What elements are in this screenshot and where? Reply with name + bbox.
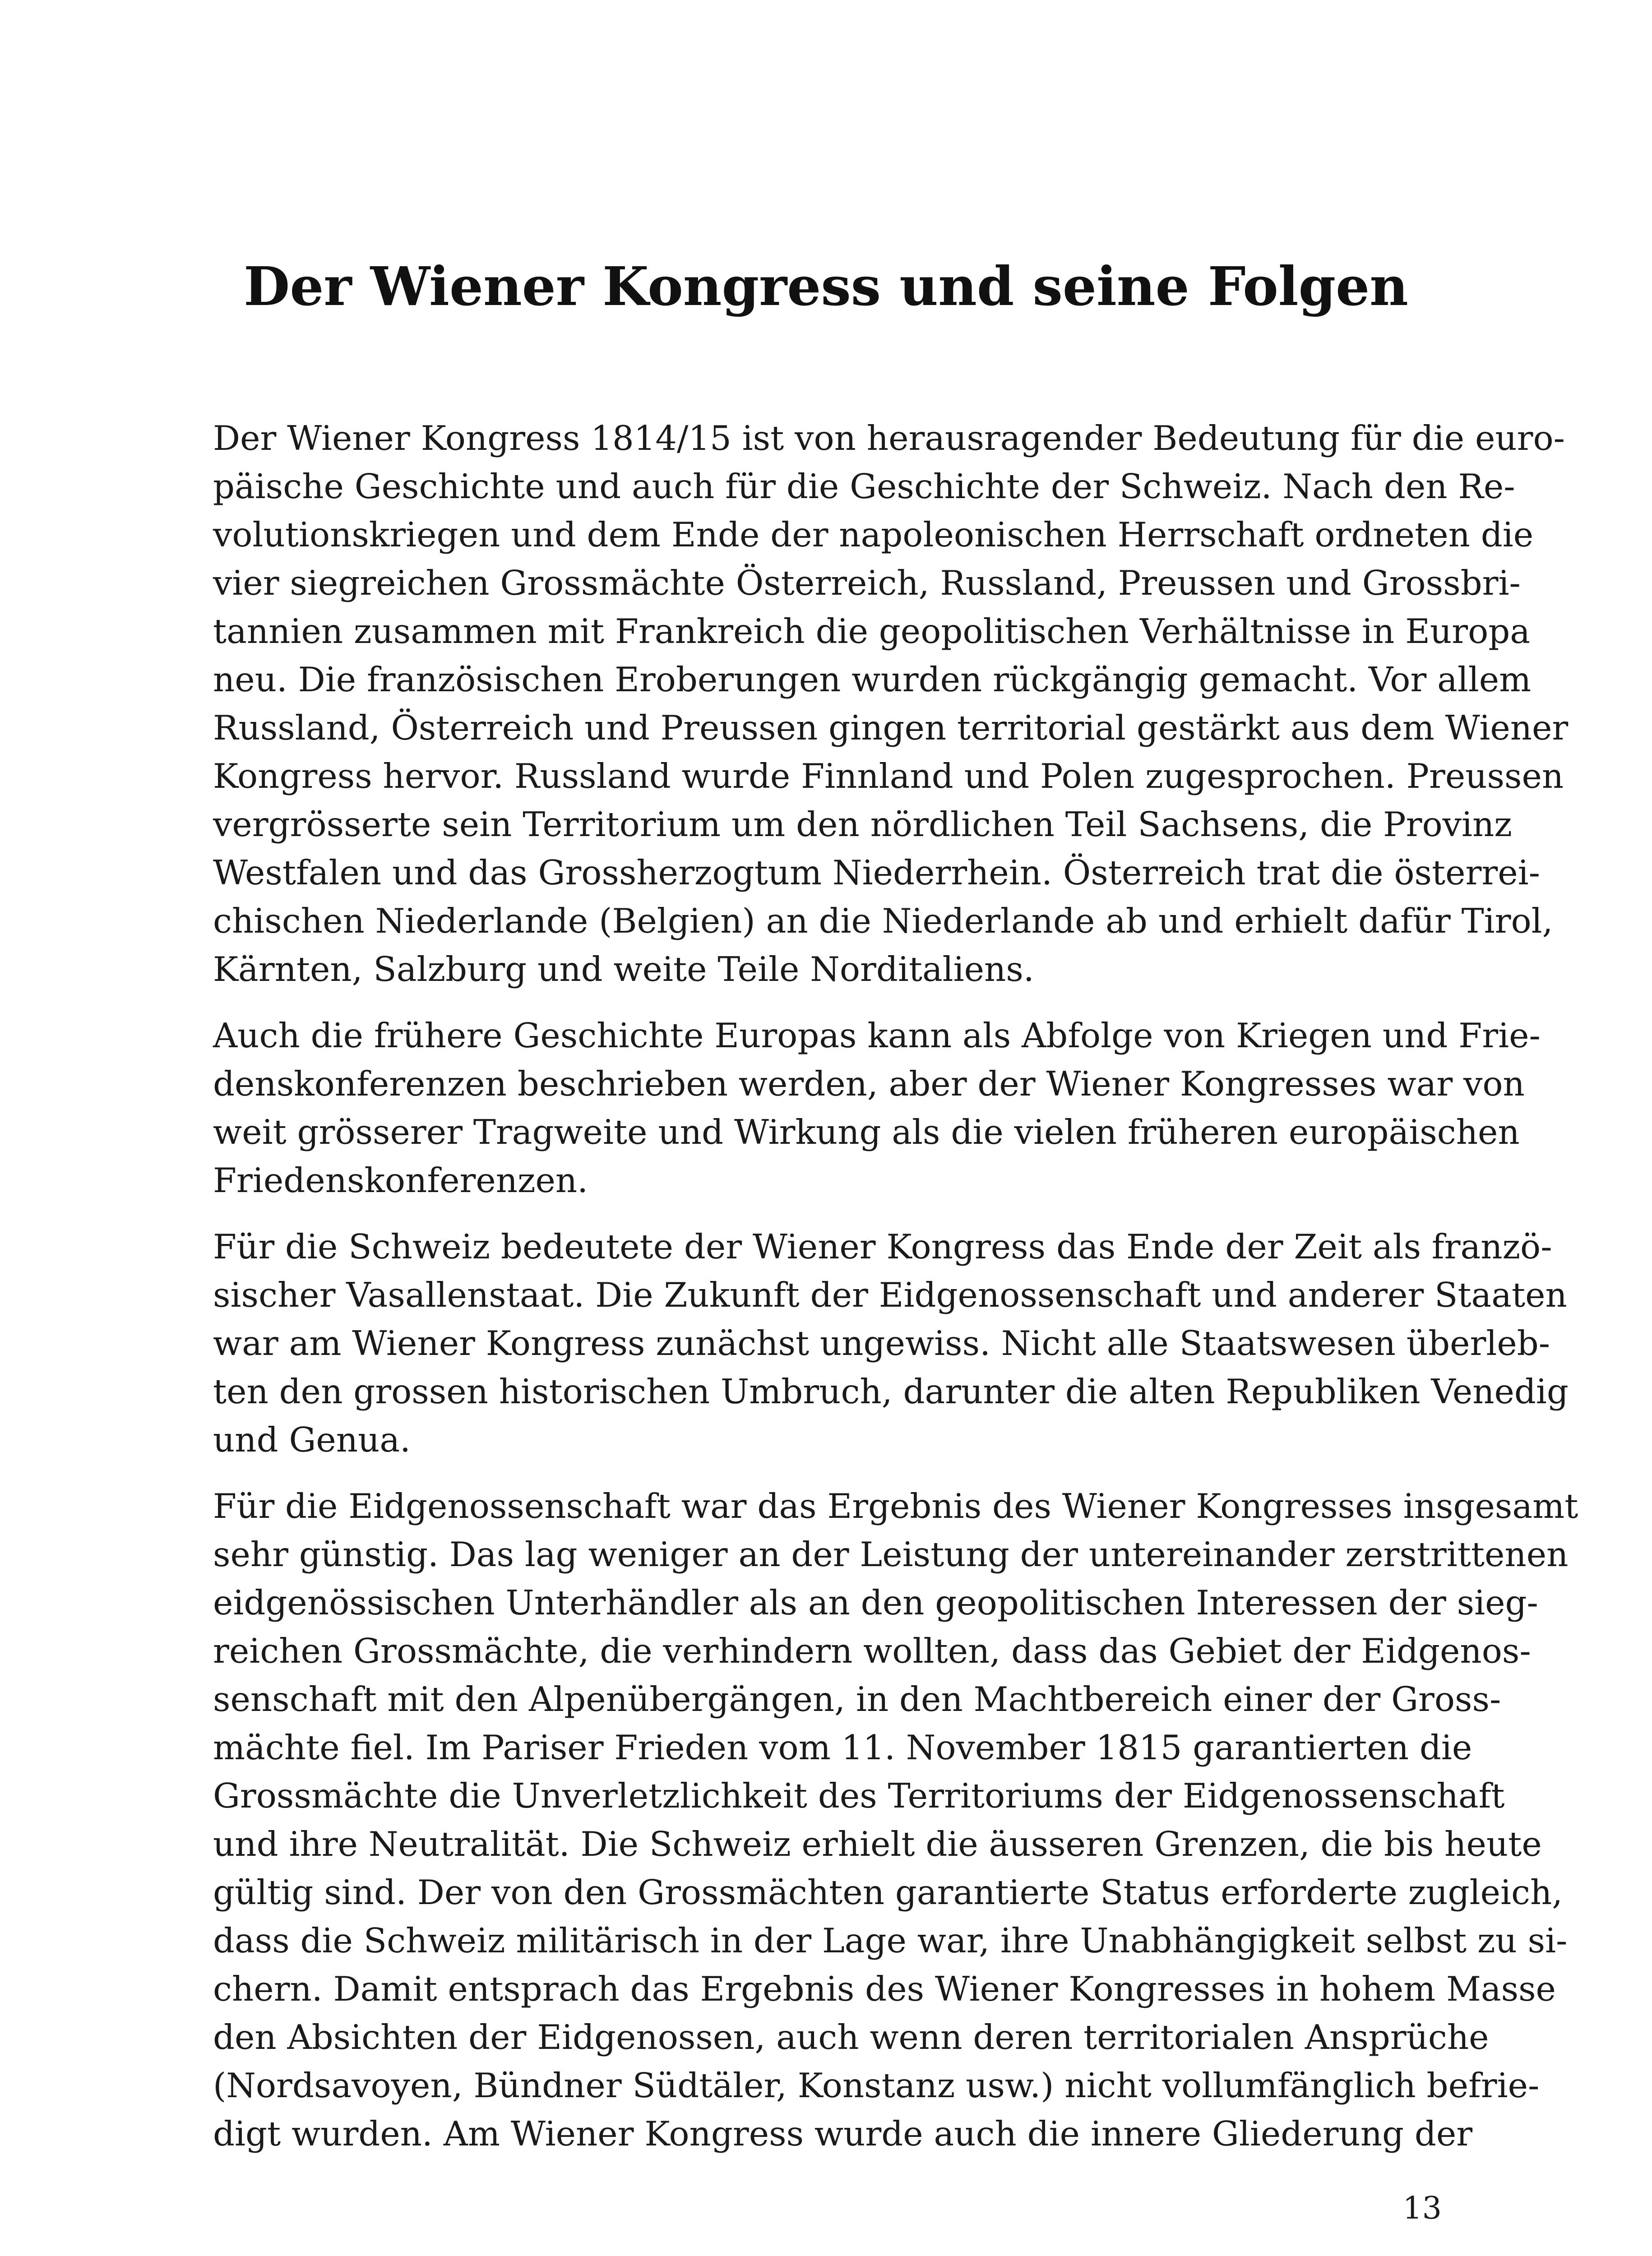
text-line: mächte fiel. Im Pariser Frieden vom 11. November 1815 garantierten die — [213, 1728, 1472, 1767]
text-line: senschaft mit den Alpenübergängen, in den Machtbereich einer der Gross- — [213, 1679, 1501, 1719]
text-line: Westfalen und das Grossherzogtum Niederrhein. Österreich trat die österrei- — [213, 853, 1540, 892]
text-line: und Genua. — [213, 1420, 411, 1460]
paragraph-4 — [213, 1482, 1578, 2158]
text-line: Kärnten, Salzburg und weite Teile Norditaliens. — [213, 949, 1034, 989]
text-line: vier siegreichen Grossmächte Österreich, Russland, Preussen und Grossbri- — [213, 563, 1521, 603]
text-line: Für die Schweiz bedeutete der Wiener Kongress das Ende der Zeit als franzö- — [213, 1227, 1552, 1267]
text-line: dass die Schweiz militärisch in der Lage war, ihre Unabhängigkeit selbst zu si- — [213, 1921, 1568, 1960]
text-line: Für die Eidgenossenschaft war das Ergebnis des Wiener Kongresses insgesamt — [213, 1486, 1578, 1526]
text-line: volutionskriegen und dem Ende der napoleonischen Herrschaft ordneten die — [213, 515, 1534, 555]
text-line: den Absichten der Eidgenossen, auch wenn deren territorialen Ansprüche — [213, 2017, 1489, 2057]
text-line: Auch die frühere Geschichte Europas kann als Abfolge von Kriegen und Frie- — [213, 1016, 1541, 1055]
text-line: weit grösserer Tragweite und Wirkung als die vielen früheren europäischen — [213, 1112, 1520, 1152]
text-line: sehr günstig. Das lag weniger an der Leistung der untereinander zerstrittenen — [213, 1535, 1569, 1574]
paragraph-3 — [213, 1223, 1569, 1464]
text-line: neu. Die französischen Eroberungen wurden rückgängig gemacht. Vor allem — [213, 660, 1532, 699]
text-line: tannien zusammen mit Frankreich die geopolitischen Verhältnisse in Europa — [213, 611, 1530, 651]
paragraph-1 — [213, 414, 1569, 994]
page-number: 13 — [1402, 2191, 1442, 2226]
body-text — [213, 414, 1578, 2176]
text-line: chischen Niederlande (Belgien) an die Niederlande ab und erhielt dafür Tirol, — [213, 901, 1553, 941]
text-line: Kongress hervor. Russland wurde Finnland und Polen zugesprochen. Preussen — [213, 756, 1564, 796]
text-line: Friedenskonferenzen. — [213, 1160, 588, 1200]
text-line: eidgenössischen Unterhändler als an den geopolitischen Interessen der sieg- — [213, 1583, 1538, 1623]
text-line: Der Wiener Kongress 1814/15 ist von herausragender Bedeutung für die euro- — [213, 418, 1565, 458]
text-line: Grossmächte die Unverletzlichkeit des Territoriums der Eidgenossenschaft — [213, 1776, 1505, 1816]
text-line: päische Geschichte und auch für die Geschichte der Schweiz. Nach den Re- — [213, 467, 1515, 506]
text-line: digt wurden. Am Wiener Kongress wurde auch die innere Gliederung der — [213, 2114, 1473, 2154]
text-line: denskonferenzen beschrieben werden, aber der Wiener Kongresses war von — [213, 1064, 1525, 1104]
text-line: reichen Grossmächte, die verhindern wollten, dass das Gebiet der Eidgenos- — [213, 1631, 1531, 1671]
text-line: ten den grossen historischen Umbruch, darunter die alten Republiken Venedig — [213, 1372, 1569, 1411]
text-line: sischer Vasallenstaat. Die Zukunft der Eidgenossenschaft und anderer Staaten — [213, 1275, 1567, 1315]
text-line: gültig sind. Der von den Grossmächten garantierte Status erforderte zugleich, — [213, 1872, 1563, 1912]
text-line: chern. Damit entsprach das Ergebnis des Wiener Kongresses in hohem Masse — [213, 1969, 1556, 2009]
text-line: und ihre Neutralität. Die Schweiz erhielt die äusseren Grenzen, die bis heute — [213, 1824, 1542, 1864]
text-line: war am Wiener Kongress zunächst ungewiss. Nicht alle Staatswesen überleb- — [213, 1323, 1550, 1363]
text-line: (Nordsavoyen, Bündner Südtäler, Konstanz usw.) nicht vollumfänglich befrie- — [213, 2066, 1540, 2105]
paragraph-2 — [213, 1012, 1541, 1205]
text-line: Russland, Österreich und Preussen gingen territorial gestärkt aus dem Wiener — [213, 708, 1569, 748]
text-line: vergrösserte sein Territorium um den nördlichen Teil Sachsens, die Provinz — [213, 804, 1512, 844]
page-title: Der Wiener Kongress und seine Folgen — [244, 255, 1408, 318]
